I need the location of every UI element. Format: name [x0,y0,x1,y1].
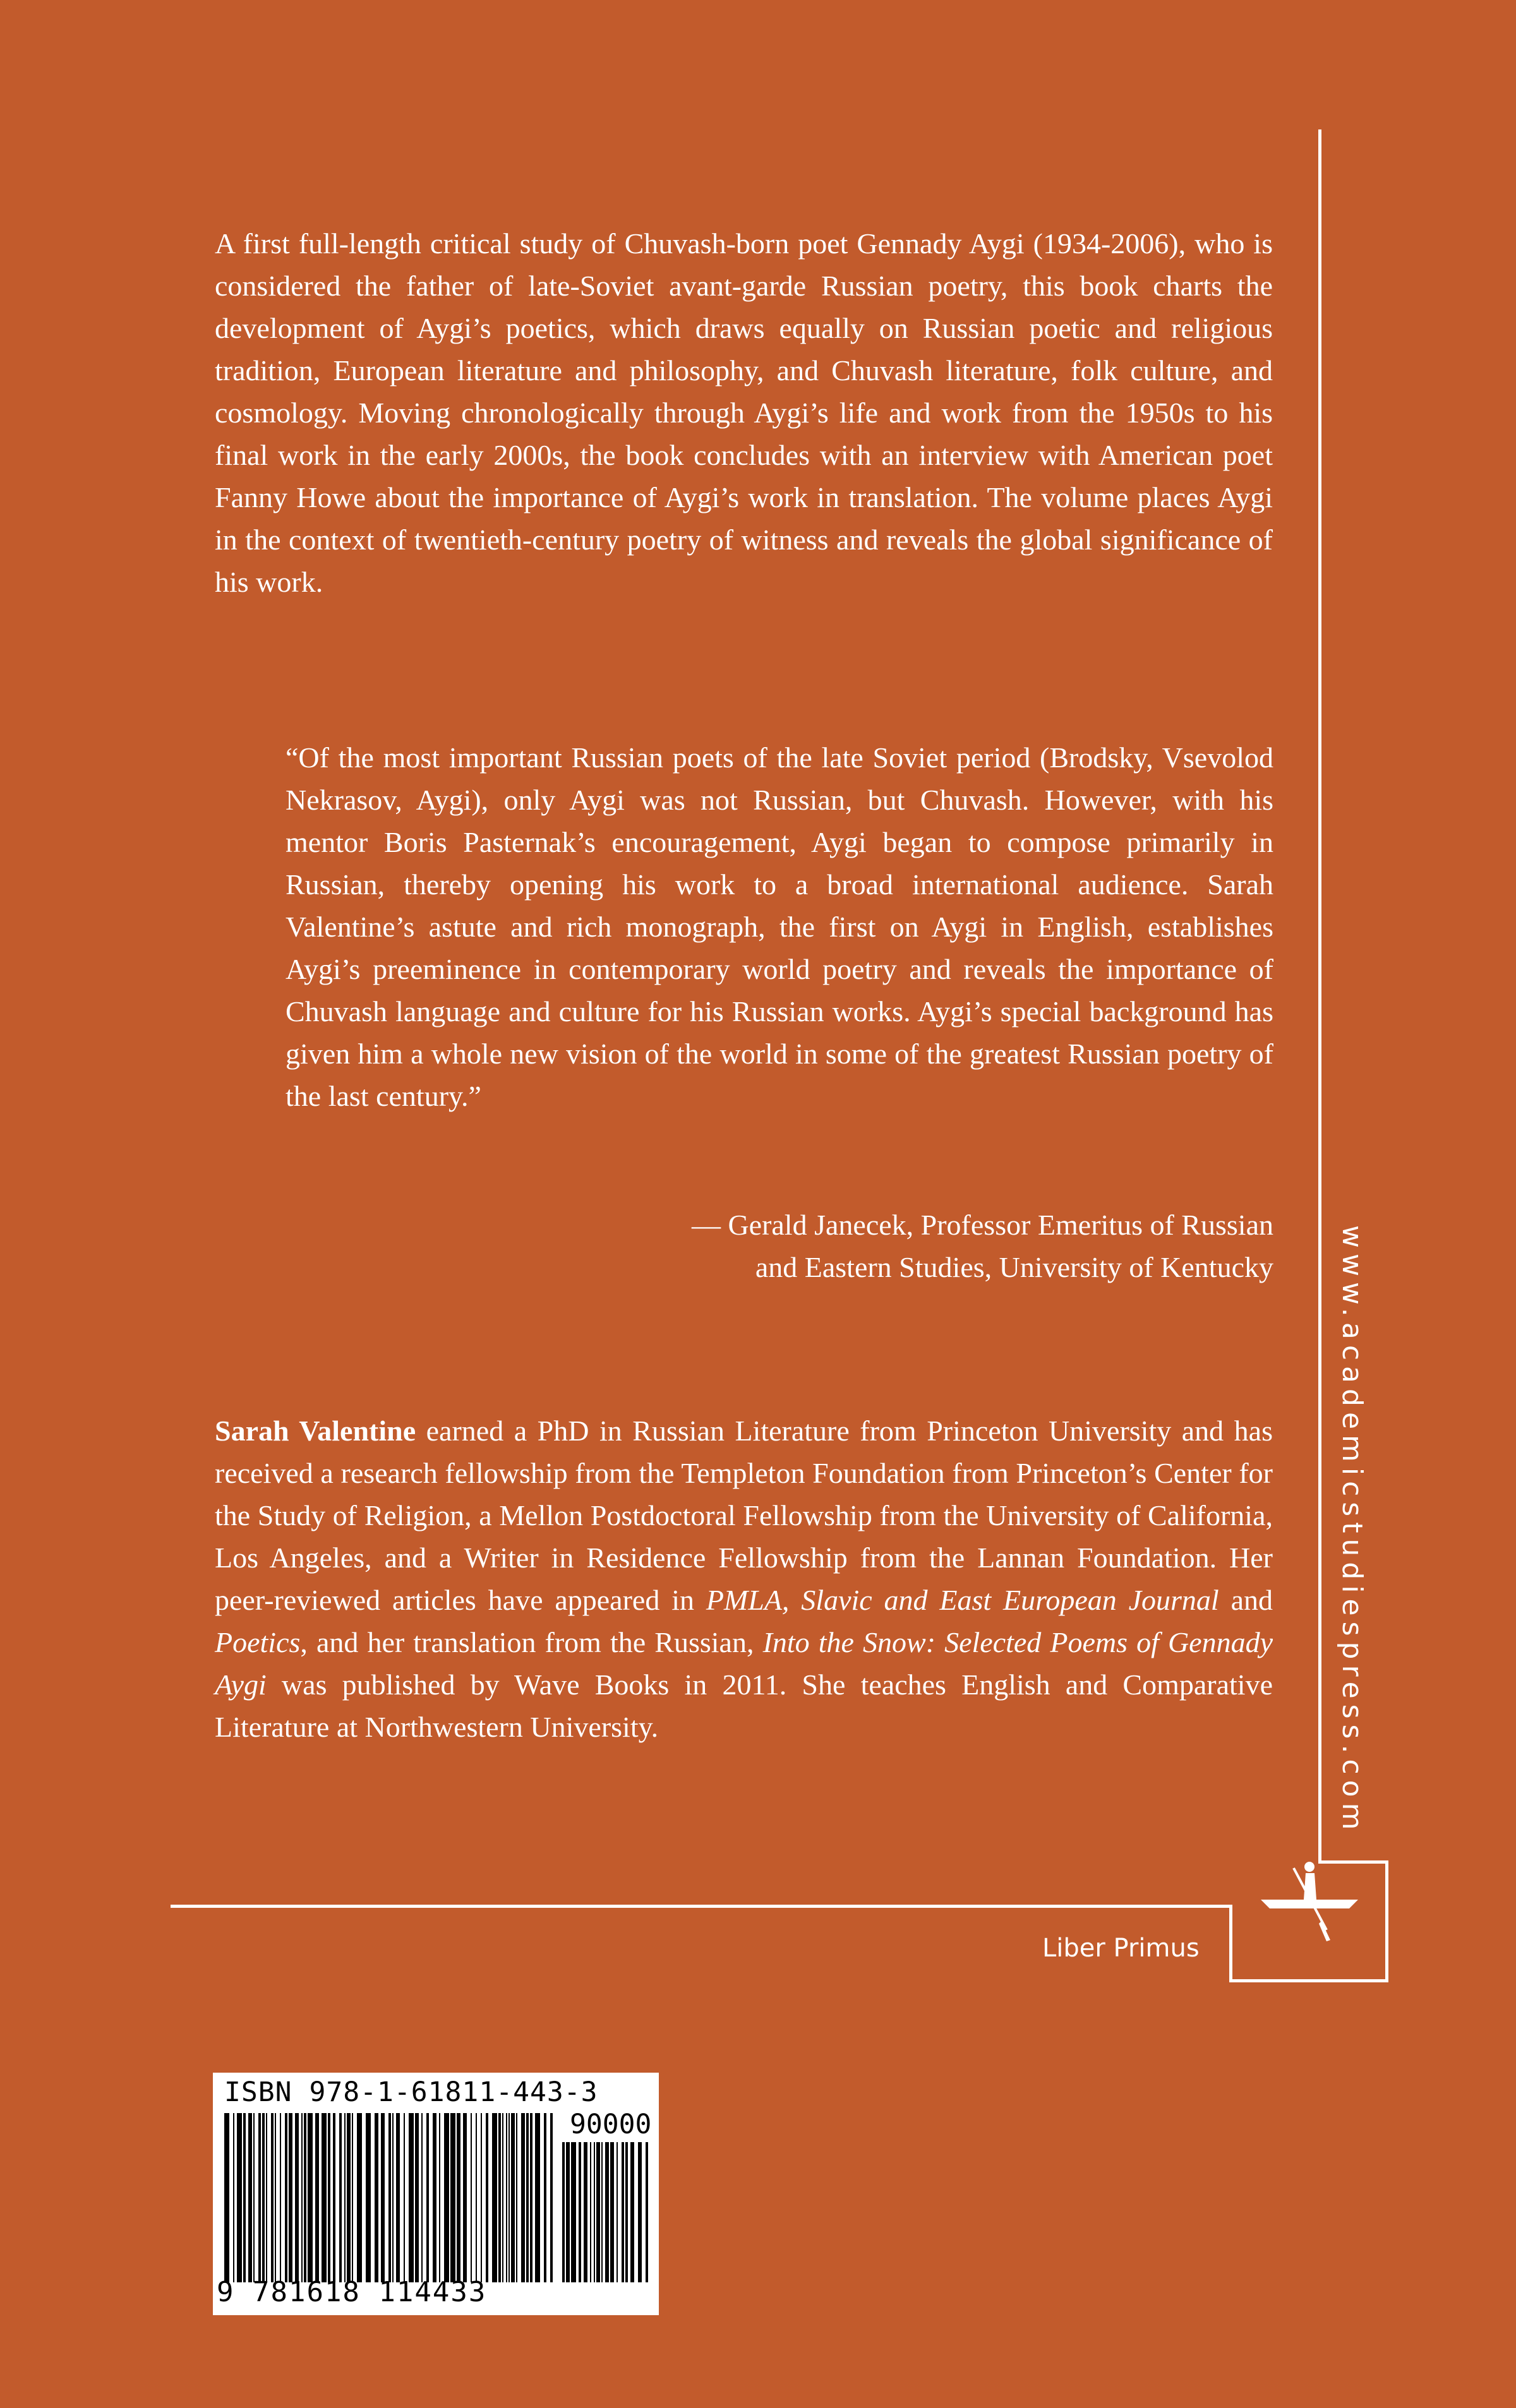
barcode-bar [347,2113,351,2282]
bio-text-2: and [1218,1584,1273,1616]
barcode-bar [243,2113,246,2282]
divider-corner-rule [1229,1905,1232,1982]
price-code: 90000 [570,2109,652,2140]
barcode-bar [590,2142,591,2282]
barcode-bar [584,2142,587,2282]
barcode-bar [404,2113,405,2282]
barcode-bar [562,2142,565,2282]
barcode-bar [344,2113,346,2282]
barcode-bar [625,2142,628,2282]
barcode-bar [530,2113,532,2282]
boatman-logo-icon [1256,1855,1363,1944]
barcode-bar [439,2113,440,2282]
barcode-bar [646,2142,648,2282]
barcode-bar [630,2142,634,2282]
barcode-bar [388,2113,391,2282]
barcode-bar [295,2113,299,2282]
barcode-bar [258,2113,261,2282]
barcode-bar [516,2113,517,2282]
ean-digits: 9 781618 114433 [217,2276,487,2308]
barcode-bar [463,2113,467,2282]
barcode-bar [526,2113,529,2282]
barcode-bar [617,2142,618,2282]
barcode-bar [322,2113,327,2282]
barcode-bar [433,2113,436,2282]
publisher-website: www.academicstudiespress.com [1336,1225,1368,1836]
author-bio [215,1410,1273,1748]
barcode-bar [579,2142,581,2282]
barcode-bar [550,2113,553,2282]
barcode-bar [392,2113,394,2282]
barcode-bar [357,2113,362,2282]
frame-vertical-rule-top [1318,129,1321,1863]
barcode-bar [415,2113,419,2282]
barcode-bar [421,2113,423,2282]
journal-title-1: PMLA, Slavic and East European Journal [706,1584,1219,1616]
barcode-bar [622,2142,624,2282]
barcode-bar [280,2113,281,2282]
barcode-bar [301,2113,303,2282]
barcode-bar [289,2113,292,2282]
endorsement-attribution [505,1204,1273,1288]
barcode-bar [450,2113,455,2282]
barcode-bar [285,2113,287,2282]
barcode-bar [638,2142,642,2282]
attribution-line-2: and Eastern Studies, University of Kentucky [755,1251,1273,1283]
barcode-bar [601,2142,603,2282]
barcode-bar [498,2113,501,2282]
barcode-bar [544,2113,546,2282]
endorsement-quote: “Of the most important Russian poets of the late Soviet period (Brodsky, Vsevolod Nekrasov, Aygi), only Aygi was not Russian, but Chuvash. However, with his mentor Boris Pasternak’s encouragement, Aygi began to compose primarily in Russian, thereby opening his work to a broad international audience. Sarah Valentine’s astute and rich monograph, the first on Aygi in English, establishes Aygi’s preeminence in contemporary world poetry and reveals the importance of Chuvash language and culture for his Russian works. Aygi’s special background has given him a whole new vision of the world in some of the greatest Russian poetry of the last century.” [286,741,1273,1112]
attribution-line-1: — Gerald Janecek, Professor Emeritus of Russian [691,1209,1273,1241]
barcode-bar [233,2113,234,2282]
bio-text-3: , and her translation from the Russian, [300,1626,763,1658]
barcode-bar [457,2113,460,2282]
author-name: Sarah Valentine [215,1415,416,1447]
barcode-bar [248,2113,252,2282]
barcode-bar [409,2113,414,2282]
barcode-bar [315,2113,319,2282]
barcode-bar [237,2113,242,2282]
barcode-bar [375,2113,378,2282]
barcode-bar [275,2113,276,2282]
barcode-bar [502,2113,503,2282]
imprint-name: Liber Primus [1042,1934,1200,1963]
frame-bottom-rule [1232,1979,1388,1982]
book-description: A first full-length critical study of Chuvash-born poet Gennady Aygi (1934-2006), who is considered the father of late-Soviet avant-garde Russian poetry, this book charts the development of Aygi’s poetics, which draws equally on Russian poetic and religious tradition, European literature and philosophy, and Chuvash literature, folk culture, and cosmology. Moving chronologically through Aygi’s life and work from the 1950s to his final work in the early 2000s, the book concludes with an interview with American poet Fanny Howe about the importance of Aygi’s work in translation. The volume places Aygi in the context of twentieth-century poetry of witness and reveals the global significance of his work. [215,227,1273,598]
barcode-bar [444,2113,449,2282]
barcode-bar [486,2113,488,2282]
barcode-bar [339,2113,342,2282]
barcode-bar [571,2142,576,2282]
barcode-bar [521,2113,525,2282]
barcode-bar [304,2113,306,2282]
barcode-bar [492,2113,497,2282]
barcode-bar [481,2113,482,2282]
isbn-number: ISBN 978-1-61811-443-3 [224,2076,598,2108]
barcode-bar [506,2113,507,2282]
barcode-bar [253,2113,255,2282]
barcode-bar [396,2113,400,2282]
barcode-bar [471,2113,472,2282]
bio-text-1: earned a PhD in Russian Literature from Princeton University and has received a research fellowship from the Templeton Foundation from Princeton’s Center for the Study of Religion, a Mellon Postdoctoral Fellowship from the University of California, Los Angeles, and a Writer in Residence Fellowship from the Lannan Foundation. Her peer-reviewed articles have appeared in [215,1415,1273,1616]
barcode-bar [271,2113,274,2282]
barcode-bar [366,2113,371,2282]
barcode-bar [381,2113,385,2282]
barcode-bar [605,2142,609,2282]
horizontal-divider-rule [171,1905,1232,1908]
barcode-bar [328,2113,330,2282]
barcode-bar [511,2113,515,2282]
barcode-bar [262,2113,265,2282]
barcode-bar [596,2142,600,2282]
barcode-bar [426,2113,429,2282]
translated-book-title: Into the Snow: Selected Poems of Gennady Aygi [215,1626,1273,1701]
barcode-bar [508,2113,510,2282]
barcode-bar [333,2113,335,2282]
barcode-bar [566,2142,570,2282]
price-barcode-bars [562,2142,651,2282]
journal-title-2: Poetics [215,1626,301,1658]
barcode-bar [594,2142,595,2282]
barcode-bar [224,2113,229,2282]
ean-barcode-bars [224,2113,559,2282]
barcode-bar [308,2113,313,2282]
bio-text-4: was published by Wave Books in 2011. She teaches English and Comparative Literature at Northwestern University. [215,1668,1273,1743]
isbn-barcode [213,2073,659,2315]
barcode-bar [610,2142,614,2282]
barcode-bar [266,2113,267,2282]
frame-vertical-rule-right [1385,1860,1388,1982]
barcode-bar [476,2113,477,2282]
barcode-bar [352,2113,353,2282]
barcode-bar [535,2113,540,2282]
